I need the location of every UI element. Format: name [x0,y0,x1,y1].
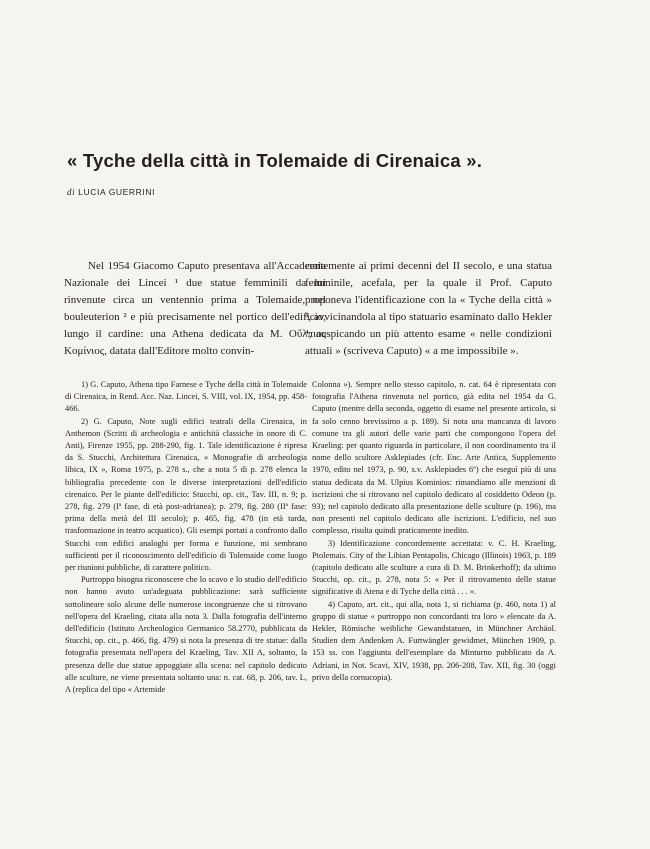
body-column-right [305,258,571,360]
article-title: « Tyche della città in Tolemaide di Cirenaica ». [67,150,483,171]
byline-prefix: di [67,187,76,197]
author-name: LUCIA GUERRINI [78,187,156,197]
footnote-4: 4) Caputo, art. cit., qui alla, nota 1, si richiama (p. 460, nota 1) al gruppo di statue « purtroppo non concordanti tra loro » elencate da A. Hekler, Römische weibliche Gewandstatuen, in Münchner Archäol. Studien dem Andenken A. Furtwängler gewidmet, München 1909, p. 153 ss. con l'aggiunta dell'esemplare da Minturno pubblicato da A. Adriani, in Not. Scavi, XIV, 1938, pp. 206-208, Tav. XII, fig. 30 (oggi privo della cornucopia). [312,599,556,682]
footnote-2-continued: Purtroppo bisogna riconoscere che lo scavo e lo studio dell'edificio non hanno avuto un'adeguata pubblicazione: sarà sufficiente sottolineare solo alcune delle numerose incongruenze che si ritrovano nell'opera del Kraeling, citata alla nota 3. Dalla fotografia dell'interno dell'edificio (Istituto Archeologico Germanico 58.2770, pubblicata da Stucchi, op. cit., p. 466, fig. 479) si nota la presenza di tre statue: dalla fotografia presentata nell'opera del Kraeling, Tav. XII A, soltanto, la presenza delle due statue appoggiate alla scena: nel capitolo dedicato alle sculture, ne viene presentata soltanto una: n. cat. 68, p. 206, tav. L, A (replica del tipo « Artemide [65,575,307,695]
footnotes-right [312,379,556,684]
footnote-2: 2) G. Caputo, Note sugli edifici teatrali della Cirenaica, in Anthemon (Scritti di archeologia e antichità classiche in onore di C. Anti), Firenze 1955, pp. 288-290, fig. 1. Tale identificazione è ripresa da S. Stucchi, Architettura Cirenaica, « Monografie di archeologia libica, IX », Roma 1975, p. 278 s., che a nota 5 di p. 278 elenca la bibliografia precedente con le diverse interpretazioni dell'edificio cirenaico. Per le piante dell'edificio: Stucchi, op. cit., Tav. III, n. 9; p. 278, fig. 279 (Iª fase, di età post-adrianea); p. 279, fig. 280 (IIª fase: prima della metà del III secolo); p. 465, fig. 478 (in età tarda, trasformazione in teatro acquatico). Gli esempi portati a confronto dallo Stucchi con edifici analoghi per forma e funzione, mi sembrano sufficienti per il riconoscimento dell'edificio di Tolemaide come luogo per riunioni pubbliche, di carattere politico. [65,416,307,573]
body-paragraph-left: Nel 1954 Giacomo Caputo presentava all'Accademia Nazionale dei Lincei ¹ due statue femminili da lui rinvenute circa un ventennio prima a Tolemaide, nel bouleuterion ² e più precisamente nel portico dell'edificio, lungo il cardine: una Athena dedicata da M. Οὔλπιος Κομίνιος, datata dall'Editore molto convin- [64,260,326,357]
footnote-2-continuation: Colonna »). Sempre nello stesso capitolo, n. cat. 64 è ripresentata con fotografia l'Athena rinvenuta nel portico, già edita nel 1954 da G. Caputo (mentre della seconda, oggetto di esame nel presente articolo, si fa solo cenno brevissimo a p. 189). Si nota una mancanza di lavoro comune tra gli autori delle varie parti che compongono l'opera del Kraeling: per quanto riguarda in particolare, il non coordinamento tra il nome dello scultore Asklepiades (cfr. Enc. Arte Antica, Supplemento 1970, edito nel 1973, p. 90, s.v. Asklepiades 6º) che eseguì più di una statua dedicata da M. Ulpius Kominios: rimandiamo alle menzioni di iscrizioni che si ritrovano nel capitolo dedicato al cosiddetto Odeon (p. 93); nel capitolo dedicato alla presentazione delle sculture (p. 196), ma non presenti nel capitolo dedicato alle iscrizioni. L'edificio, nel suo complesso, risulta quindi praticamente inedito. [312,380,556,536]
footnote-1: 1) G. Caputo, Athena tipo Farnese e Tyche della città in Tolemaide di Cirenaica, in Rend. Acc. Naz. Lincei, S. VIII, vol. IX, 1954, pp. 458-466. [65,380,307,414]
footnotes-left [65,379,307,696]
body-column-left [64,258,330,360]
byline [67,187,155,197]
body-paragraph-right: centemente ai primi decenni del II secolo, e una statua femminile, acefala, per la quale il Prof. Caputo proponeva l'identificazione con la « Tyche della città » ³, avvicinandola al tipo statuario esaminato dallo Hekler ⁴, auspicando un più attento esame « nelle condizioni attuali » (scriveva Caputo) « a me impossibile ». [305,260,552,357]
footnote-3: 3) Identificazione concordemente accettata: v. C. H. Kraeling, Ptolemais. City of the Libian Pentapolis, Chicago (Illinois) 1963, p. 189 (capitolo dedicato alle sculture a cura di D. M. Brinkerhoff); da ultimo Stucchi, op. cit., p. 278, nota 5: « Per il ritrovamento delle statue significative di Atena e di Tyche della città . . . ». [312,538,556,597]
